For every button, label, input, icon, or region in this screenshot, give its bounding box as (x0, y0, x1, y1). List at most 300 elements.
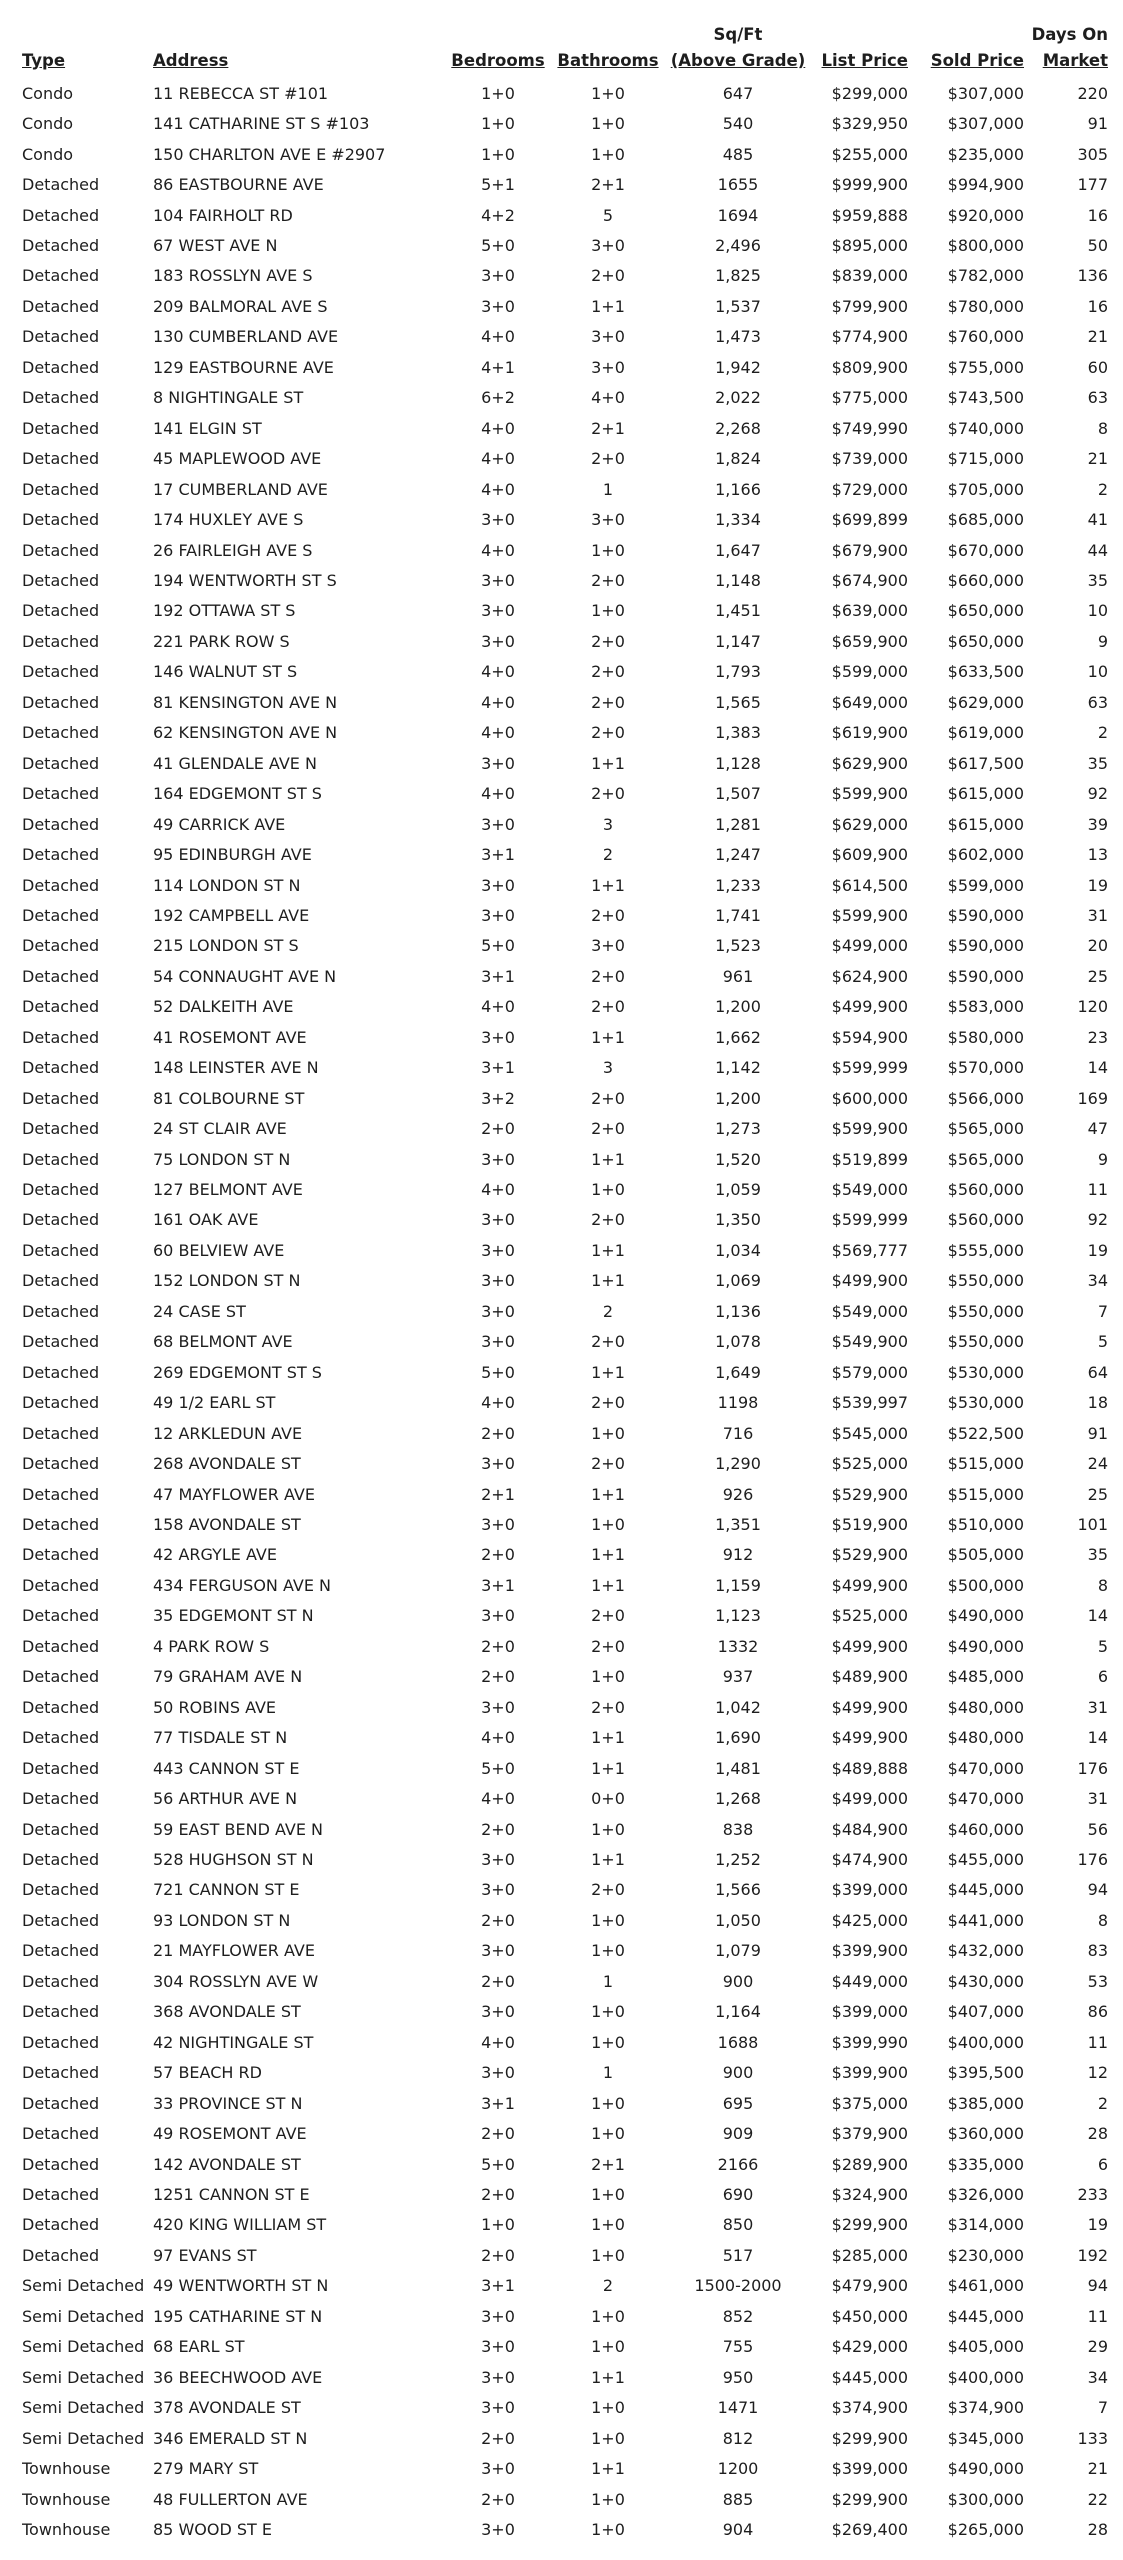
cell-type: Semi Detached (22, 2337, 145, 2357)
cell-days-on-market: 22 (1087, 2489, 1108, 2509)
table-row (22, 718, 1108, 748)
cell-bathrooms: 1+1 (591, 1240, 625, 1260)
cell-bedrooms: 3+0 (481, 814, 515, 834)
cell-days-on-market: 83 (1087, 1941, 1108, 1961)
cell-days-on-market: 19 (1087, 2215, 1108, 2235)
cell-list-price: $499,900 (831, 997, 908, 1017)
cell-bathrooms: 2+0 (591, 570, 625, 590)
cell-sold-price: $583,000 (947, 997, 1024, 1017)
cell-type: Detached (22, 1454, 100, 1474)
cell-sqft: 690 (722, 2184, 754, 2204)
table-row (22, 2453, 1108, 2483)
cell-list-price: $809,900 (831, 357, 908, 377)
cell-sqft: 1,824 (715, 449, 761, 469)
cell-address: 68 BELMONT AVE (153, 1332, 293, 1352)
table-row (22, 1783, 1108, 1813)
col-header-list-price: List Price (821, 51, 908, 70)
table-row (22, 1631, 1108, 1661)
cell-address: 104 FAIRHOLT RD (153, 205, 293, 225)
cell-type: Detached (22, 723, 100, 743)
cell-sold-price: $743,500 (947, 388, 1024, 408)
cell-type: Detached (22, 1515, 100, 1535)
cell-type: Detached (22, 875, 100, 895)
cell-sold-price: $432,000 (947, 1941, 1024, 1961)
table-row (22, 1357, 1108, 1387)
cell-bedrooms: 3+0 (481, 1941, 515, 1961)
cell-bedrooms: 3+0 (481, 905, 515, 925)
cell-days-on-market: 169 (1077, 1088, 1108, 1108)
cell-bedrooms: 4+2 (481, 205, 515, 225)
cell-sqft: 1,147 (715, 631, 761, 651)
cell-list-price: $599,900 (831, 1119, 908, 1139)
cell-sqft: 1,942 (715, 357, 761, 377)
cell-bedrooms: 5+0 (481, 1362, 515, 1382)
cell-bedrooms: 4+0 (481, 1393, 515, 1413)
cell-days-on-market: 44 (1087, 540, 1108, 560)
cell-bedrooms: 2+0 (481, 2489, 515, 2509)
cell-sqft: 1,148 (715, 570, 761, 590)
cell-bathrooms: 1 (602, 1971, 614, 1991)
cell-type: Detached (22, 2002, 100, 2022)
cell-sqft: 1,565 (715, 692, 761, 712)
cell-bathrooms: 2+0 (591, 1606, 625, 1626)
cell-address: 443 CANNON ST E (153, 1758, 300, 1778)
cell-address: 21 MAYFLOWER AVE (153, 1941, 315, 1961)
cell-list-price: $399,990 (831, 2032, 908, 2052)
cell-days-on-market: 120 (1077, 997, 1108, 1017)
cell-address: 434 FERGUSON AVE N (153, 1575, 331, 1595)
cell-sqft: 716 (722, 1423, 754, 1443)
cell-sold-price: $345,000 (947, 2428, 1024, 2448)
cell-list-price: $649,000 (831, 692, 908, 712)
cell-bathrooms: 3+0 (591, 327, 625, 347)
table-row (22, 1448, 1108, 1478)
cell-days-on-market: 13 (1087, 845, 1108, 865)
cell-bedrooms: 3+0 (481, 1850, 515, 1869)
cell-bathrooms: 1+0 (591, 2519, 625, 2539)
cell-sold-price: $490,000 (947, 1636, 1024, 1656)
cell-sqft: 647 (722, 83, 754, 103)
cell-days-on-market: 34 (1087, 2367, 1108, 2387)
cell-bathrooms: 1+0 (591, 1180, 625, 1200)
cell-days-on-market: 133 (1077, 2428, 1108, 2448)
table-row (22, 322, 1108, 352)
cell-address: 194 WENTWORTH ST S (153, 570, 337, 590)
table-row (22, 413, 1108, 443)
cell-bedrooms: 4+0 (481, 449, 515, 469)
cell-type: Detached (22, 540, 100, 560)
header-row (22, 16, 1108, 78)
cell-bedrooms: 4+0 (481, 662, 515, 682)
cell-address: 54 CONNAUGHT AVE N (153, 966, 337, 986)
cell-address: 209 BALMORAL AVE S (153, 296, 328, 316)
cell-sold-price: $515,000 (947, 1484, 1024, 1504)
cell-sold-price: $560,000 (947, 1210, 1024, 1230)
cell-sold-price: $530,000 (947, 1393, 1024, 1413)
cell-sqft: 1,069 (715, 1271, 761, 1291)
cell-bathrooms: 2+0 (591, 449, 625, 469)
cell-days-on-market: 11 (1087, 1180, 1108, 1200)
cell-type: Detached (22, 418, 100, 438)
cell-type: Detached (22, 266, 100, 286)
cell-bathrooms: 2+0 (591, 1880, 625, 1900)
cell-type: Detached (22, 205, 100, 225)
cell-sold-price: $650,000 (947, 601, 1024, 621)
cell-bedrooms: 3+0 (481, 1332, 515, 1352)
cell-bedrooms: 3+0 (481, 753, 515, 773)
cell-address: 67 WEST AVE N (153, 235, 278, 255)
cell-bedrooms: 4+0 (481, 692, 515, 712)
cell-bedrooms: 5+0 (481, 936, 515, 956)
cell-sold-price: $590,000 (947, 936, 1024, 956)
cell-sqft: 485 (722, 144, 754, 164)
cell-days-on-market: 176 (1077, 1850, 1108, 1869)
cell-address: 12 ARKLEDUN AVE (153, 1423, 303, 1443)
cell-sqft: 1,059 (715, 1180, 761, 1200)
cell-address: 279 MARY ST (153, 2459, 259, 2479)
cell-type: Detached (22, 631, 100, 651)
cell-address: 47 MAYFLOWER AVE (153, 1484, 315, 1504)
cell-sqft: 2,022 (715, 388, 761, 408)
cell-sqft: 909 (722, 2124, 754, 2144)
cell-sold-price: $580,000 (947, 1027, 1024, 1047)
cell-type: Detached (22, 1667, 100, 1687)
cell-list-price: $379,900 (831, 2124, 908, 2144)
cell-sold-price: $522,500 (947, 1423, 1024, 1443)
cell-sqft: 1,200 (715, 1088, 761, 1108)
cell-bathrooms: 3 (602, 814, 614, 834)
cell-bedrooms: 4+0 (481, 723, 515, 743)
cell-sold-price: $461,000 (947, 2276, 1024, 2296)
cell-address: 33 PROVINCE ST N (153, 2093, 303, 2113)
cell-bathrooms: 1+1 (591, 296, 625, 316)
cell-bathrooms: 2+0 (591, 784, 625, 804)
cell-list-price: $499,900 (831, 1575, 908, 1595)
cell-bedrooms: 3+0 (481, 1301, 515, 1321)
cell-list-price: $599,000 (831, 662, 908, 682)
cell-bedrooms: 3+1 (481, 966, 515, 986)
table-row (22, 261, 1108, 291)
table-row (22, 992, 1108, 1022)
cell-list-price: $269,400 (831, 2519, 908, 2539)
col-header-days-on-market (1024, 16, 1108, 78)
cell-days-on-market: 53 (1087, 1971, 1108, 1991)
cell-type: Detached (22, 1728, 100, 1748)
cell-sold-price: $565,000 (947, 1119, 1024, 1139)
cell-bedrooms: 1+0 (481, 2215, 515, 2235)
cell-bedrooms: 3+1 (481, 2093, 515, 2113)
cell-bathrooms: 1+1 (591, 1575, 625, 1595)
cell-sqft: 1,042 (715, 1697, 761, 1717)
cell-bedrooms: 3+0 (481, 266, 515, 286)
cell-sold-price: $550,000 (947, 1301, 1024, 1321)
table-row (22, 2362, 1108, 2392)
cell-sqft: 900 (722, 1971, 754, 1991)
cell-address: 57 BEACH RD (153, 2063, 262, 2083)
cell-sqft: 1,520 (715, 1149, 761, 1169)
cell-sold-price: $800,000 (947, 235, 1024, 255)
cell-bedrooms: 3+1 (481, 1575, 515, 1595)
cell-days-on-market: 31 (1087, 905, 1108, 925)
cell-days-on-market: 9 (1097, 1149, 1108, 1169)
cell-bedrooms: 2+0 (481, 1819, 515, 1839)
cell-address: 81 COLBOURNE ST (153, 1088, 305, 1108)
cell-sold-price: $490,000 (947, 1606, 1024, 1626)
cell-type: Detached (22, 235, 100, 255)
cell-sqft: 1,649 (715, 1362, 761, 1382)
cell-type: Detached (22, 1606, 100, 1626)
cell-address: 60 BELVIEW AVE (153, 1240, 285, 1260)
cell-days-on-market: 12 (1087, 2063, 1108, 2083)
cell-sold-price: $400,000 (947, 2367, 1024, 2387)
cell-bedrooms: 4+0 (481, 479, 515, 499)
cell-bedrooms: 3+0 (481, 1606, 515, 1626)
cell-sqft: 1,128 (715, 753, 761, 773)
cell-type: Detached (22, 662, 100, 682)
cell-sqft: 1,481 (715, 1758, 761, 1778)
cell-sold-price: $660,000 (947, 570, 1024, 590)
table-row (22, 2301, 1108, 2331)
cell-sqft: 1,034 (715, 1240, 761, 1260)
cell-type: Detached (22, 1301, 100, 1321)
cell-address: 368 AVONDALE ST (153, 2002, 301, 2022)
cell-days-on-market: 25 (1087, 966, 1108, 986)
cell-type: Detached (22, 814, 100, 834)
cell-list-price: $499,000 (831, 936, 908, 956)
cell-sold-price: $445,000 (947, 1880, 1024, 1900)
cell-sqft: 1,793 (715, 662, 761, 682)
cell-type: Detached (22, 570, 100, 590)
cell-bathrooms: 2+1 (591, 175, 625, 195)
cell-sqft: 812 (722, 2428, 754, 2448)
table-row (22, 1144, 1108, 1174)
cell-type: Detached (22, 2245, 100, 2265)
cell-address: 62 KENSINGTON AVE N (153, 723, 338, 743)
cell-sold-price: $265,000 (947, 2519, 1024, 2539)
table-row (22, 1387, 1108, 1417)
cell-address: 4 PARK ROW S (153, 1636, 270, 1656)
cell-sold-price: $599,000 (947, 875, 1024, 895)
cell-type: Condo (22, 144, 74, 164)
cell-sold-price: $480,000 (947, 1728, 1024, 1748)
cell-list-price: $425,000 (831, 1910, 908, 1930)
cell-list-price: $599,900 (831, 905, 908, 925)
cell-list-price: $599,900 (831, 784, 908, 804)
cell-type: Detached (22, 2032, 100, 2052)
cell-list-price: $489,900 (831, 1667, 908, 1687)
cell-list-price: $255,000 (831, 144, 908, 164)
cell-sold-price: $670,000 (947, 540, 1024, 560)
table-row (22, 1022, 1108, 1052)
cell-days-on-market: 23 (1087, 1027, 1108, 1047)
cell-days-on-market: 14 (1087, 1058, 1108, 1078)
cell-bathrooms: 1+0 (591, 2124, 625, 2144)
cell-bedrooms: 3+0 (481, 2459, 515, 2479)
cell-days-on-market: 47 (1087, 1119, 1108, 1139)
cell-sold-price: $441,000 (947, 1910, 1024, 1930)
cell-type: Semi Detached (22, 2306, 145, 2326)
cell-address: 41 ROSEMONT AVE (153, 1027, 307, 1047)
cell-list-price: $624,900 (831, 966, 908, 986)
cell-bathrooms: 2+0 (591, 905, 625, 925)
cell-days-on-market: 14 (1087, 1728, 1108, 1748)
cell-list-price: $450,000 (831, 2306, 908, 2326)
cell-sqft: 540 (722, 114, 754, 134)
cell-days-on-market: 176 (1077, 1758, 1108, 1778)
cell-bathrooms: 2+0 (591, 997, 625, 1017)
table-row (22, 1296, 1108, 1326)
cell-bedrooms: 5+1 (481, 175, 515, 195)
cell-list-price: $959,888 (831, 205, 908, 225)
cell-type: Detached (22, 1362, 100, 1382)
cell-sold-price: $300,000 (947, 2489, 1024, 2509)
table-row (22, 2088, 1108, 2118)
cell-bathrooms: 1+0 (591, 1667, 625, 1687)
cell-type: Detached (22, 784, 100, 804)
cell-list-price: $289,900 (831, 2154, 908, 2174)
cell-sold-price: $400,000 (947, 2032, 1024, 2052)
cell-list-price: $499,900 (831, 1697, 908, 1717)
cell-list-price: $549,900 (831, 1332, 908, 1352)
cell-bedrooms: 3+1 (481, 1058, 515, 1078)
cell-sqft: 1,537 (715, 296, 761, 316)
cell-bedrooms: 3+0 (481, 1515, 515, 1535)
cell-days-on-market: 7 (1097, 2398, 1108, 2418)
cell-bathrooms: 1+0 (591, 2032, 625, 2052)
table-row (22, 565, 1108, 595)
cell-bathrooms: 2+0 (591, 692, 625, 712)
cell-bathrooms: 1+0 (591, 2093, 625, 2113)
cell-days-on-market: 10 (1087, 601, 1108, 621)
cell-sqft: 1,273 (715, 1119, 761, 1139)
cell-bedrooms: 2+0 (481, 1545, 515, 1565)
cell-address: 59 EAST BEND AVE N (153, 1819, 324, 1839)
cell-address: 24 ST CLAIR AVE (153, 1119, 287, 1139)
cell-bedrooms: 4+0 (481, 784, 515, 804)
table-row (22, 687, 1108, 717)
cell-bedrooms: 3+0 (481, 570, 515, 590)
cell-bedrooms: 4+1 (481, 357, 515, 377)
cell-bedrooms: 3+0 (481, 1027, 515, 1047)
cell-sqft: 1,662 (715, 1027, 761, 1047)
cell-address: 304 ROSSLYN AVE W (153, 1971, 319, 1991)
table-row (22, 108, 1108, 138)
cell-sold-price: $360,000 (947, 2124, 1024, 2144)
col-header-sold-price: Sold Price (930, 51, 1024, 70)
sales-table (22, 16, 1108, 2545)
cell-sold-price: $633,500 (947, 662, 1024, 682)
cell-sqft: 1,351 (715, 1515, 761, 1535)
cell-list-price: $499,000 (831, 1789, 908, 1809)
cell-bathrooms: 1+0 (591, 2184, 625, 2204)
cell-bathrooms: 1+1 (591, 1545, 625, 1565)
cell-list-price: $674,900 (831, 570, 908, 590)
cell-type: Detached (22, 175, 100, 195)
cell-list-price: $629,000 (831, 814, 908, 834)
table-row (22, 1844, 1108, 1874)
cell-address: 93 LONDON ST N (153, 1910, 291, 1930)
table-row (22, 78, 1108, 108)
cell-bathrooms: 2+0 (591, 1332, 625, 1352)
cell-address: 378 AVONDALE ST (153, 2398, 301, 2418)
cell-type: Detached (22, 1941, 100, 1961)
dom-header-top: Days On (1031, 25, 1108, 44)
cell-list-price: $499,900 (831, 1271, 908, 1291)
cell-days-on-market: 2 (1097, 479, 1108, 499)
cell-bedrooms: 3+0 (481, 601, 515, 621)
cell-sqft: 1332 (717, 1636, 759, 1656)
cell-sqft: 1655 (717, 175, 759, 195)
cell-sqft: 838 (722, 1819, 754, 1839)
table-row (22, 2392, 1108, 2422)
cell-type: Detached (22, 601, 100, 621)
cell-list-price: $324,900 (831, 2184, 908, 2204)
cell-days-on-market: 7 (1097, 1301, 1108, 1321)
table-row (22, 596, 1108, 626)
cell-days-on-market: 29 (1087, 2337, 1108, 2357)
cell-list-price: $799,900 (831, 296, 908, 316)
cell-bedrooms: 3+0 (481, 875, 515, 895)
cell-address: 81 KENSINGTON AVE N (153, 692, 338, 712)
cell-sold-price: $550,000 (947, 1271, 1024, 1291)
cell-sold-price: $500,000 (947, 1575, 1024, 1595)
cell-address: 161 OAK AVE (153, 1210, 259, 1230)
cell-type: Semi Detached (22, 2398, 145, 2418)
cell-days-on-market: 35 (1087, 753, 1108, 773)
cell-list-price: $775,000 (831, 388, 908, 408)
cell-type: Detached (22, 692, 100, 712)
cell-bathrooms: 3 (602, 1058, 614, 1078)
cell-bathrooms: 1 (602, 2063, 614, 2083)
cell-list-price: $479,900 (831, 2276, 908, 2296)
cell-type: Detached (22, 997, 100, 1017)
cell-type: Detached (22, 1910, 100, 1930)
cell-sold-price: $565,000 (947, 1149, 1024, 1169)
table-row (22, 1418, 1108, 1448)
cell-sold-price: $705,000 (947, 479, 1024, 499)
cell-days-on-market: 24 (1087, 1454, 1108, 1474)
cell-type: Detached (22, 327, 100, 347)
cell-days-on-market: 16 (1087, 205, 1108, 225)
cell-address: 114 LONDON ST N (153, 875, 301, 895)
table-row (22, 1205, 1108, 1235)
cell-type: Detached (22, 1240, 100, 1260)
cell-type: Detached (22, 1819, 100, 1839)
table-row (22, 778, 1108, 808)
cell-list-price: $599,999 (831, 1058, 908, 1078)
cell-days-on-market: 31 (1087, 1789, 1108, 1809)
table-row (22, 900, 1108, 930)
cell-bathrooms: 2+0 (591, 1697, 625, 1717)
cell-type: Detached (22, 1423, 100, 1443)
cell-bedrooms: 2+0 (481, 2124, 515, 2144)
cell-type: Detached (22, 1484, 100, 1504)
cell-address: 49 1/2 EARL ST (153, 1393, 276, 1413)
table-row (22, 1905, 1108, 1935)
cell-sold-price: $314,000 (947, 2215, 1024, 2235)
table-row (22, 961, 1108, 991)
cell-sqft: 1,233 (715, 875, 761, 895)
cell-type: Detached (22, 1789, 100, 1809)
cell-sqft: 1694 (717, 205, 759, 225)
cell-days-on-market: 20 (1087, 936, 1108, 956)
cell-sold-price: $405,000 (947, 2337, 1024, 2357)
cell-days-on-market: 94 (1087, 2276, 1108, 2296)
cell-type: Detached (22, 1636, 100, 1656)
cell-list-price: $519,900 (831, 1515, 908, 1535)
cell-address: 129 EASTBOURNE AVE (153, 357, 334, 377)
cell-address: 49 WENTWORTH ST N (153, 2276, 329, 2296)
